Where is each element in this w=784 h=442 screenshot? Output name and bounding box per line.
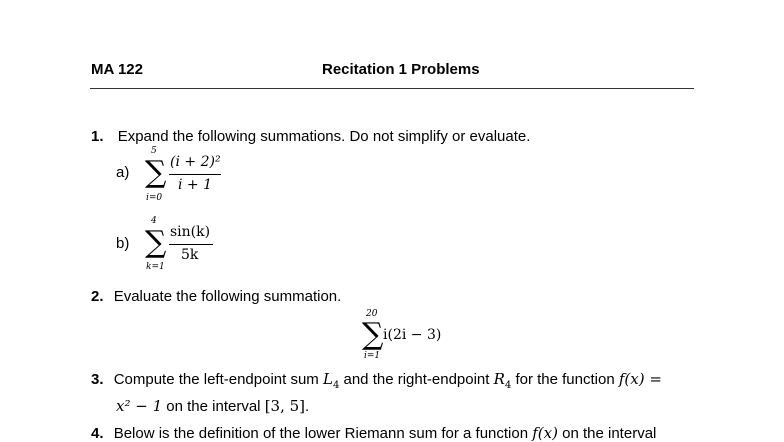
problem-4 (91, 424, 656, 442)
course-code: MA 122 (91, 61, 143, 78)
function-expression: f(x) (532, 424, 558, 442)
problem-1 (91, 128, 530, 145)
problem-text: Expand the following summations. Do not simplify or evaluate. (117, 128, 531, 145)
problem-text: on the interval (162, 398, 265, 415)
interval: [3, 5] (264, 397, 306, 415)
left-sum-subscript: 4 (332, 380, 340, 391)
fraction-numerator: (i + 2)² (170, 154, 221, 170)
problem-2 (91, 288, 341, 305)
fraction-denominator: 5k (181, 247, 199, 263)
fraction-numerator: sin(k) (170, 224, 211, 240)
sigma-icon: ∑ (362, 317, 384, 352)
header-divider (90, 88, 694, 89)
fraction-denominator: i + 1 (178, 177, 213, 193)
function-body: x² − 1 (116, 397, 163, 415)
summation-expression: i(2i − 3) (383, 327, 442, 343)
sigma-icon: ∑ (145, 155, 167, 190)
problem-3-line-1 (91, 370, 662, 391)
part-a-label: a) (116, 164, 130, 181)
problem-text: . (305, 398, 310, 415)
problem-text: Below is the definition of the lower Riemann sum for a function (113, 425, 533, 442)
sum-lower-limit: k=1 (146, 262, 165, 272)
problem-text: on the interval (557, 425, 657, 442)
problem-text: and the right-endpoint (339, 371, 494, 388)
function-expression: f(x) = (618, 370, 662, 388)
sigma-icon: ∑ (145, 225, 167, 260)
left-sum-symbol: L (322, 370, 333, 388)
problem-3-line-2 (116, 397, 309, 415)
fraction-bar (169, 174, 221, 175)
sum-lower-limit: i=1 (364, 351, 381, 361)
part-b-label: b) (116, 235, 130, 252)
problem-text: Evaluate the following summation. (113, 288, 342, 305)
document-title: Recitation 1 Problems (322, 61, 480, 78)
right-sum-symbol: R (493, 370, 505, 388)
problem-text: for the function (511, 371, 619, 388)
sum-upper-limit: 20 (366, 309, 378, 319)
fraction-bar (169, 244, 213, 245)
sum-upper-limit: 5 (151, 146, 157, 156)
problem-number: 2. (91, 288, 104, 305)
problem-number: 3. (91, 371, 104, 388)
right-sum-subscript: 4 (504, 380, 512, 391)
problem-number: 1. (91, 128, 104, 145)
problem-text: Compute the left-endpoint sum (113, 371, 323, 388)
problem-number: 4. (91, 425, 104, 442)
sum-lower-limit: i=0 (146, 193, 163, 203)
sum-upper-limit: 4 (151, 216, 157, 226)
